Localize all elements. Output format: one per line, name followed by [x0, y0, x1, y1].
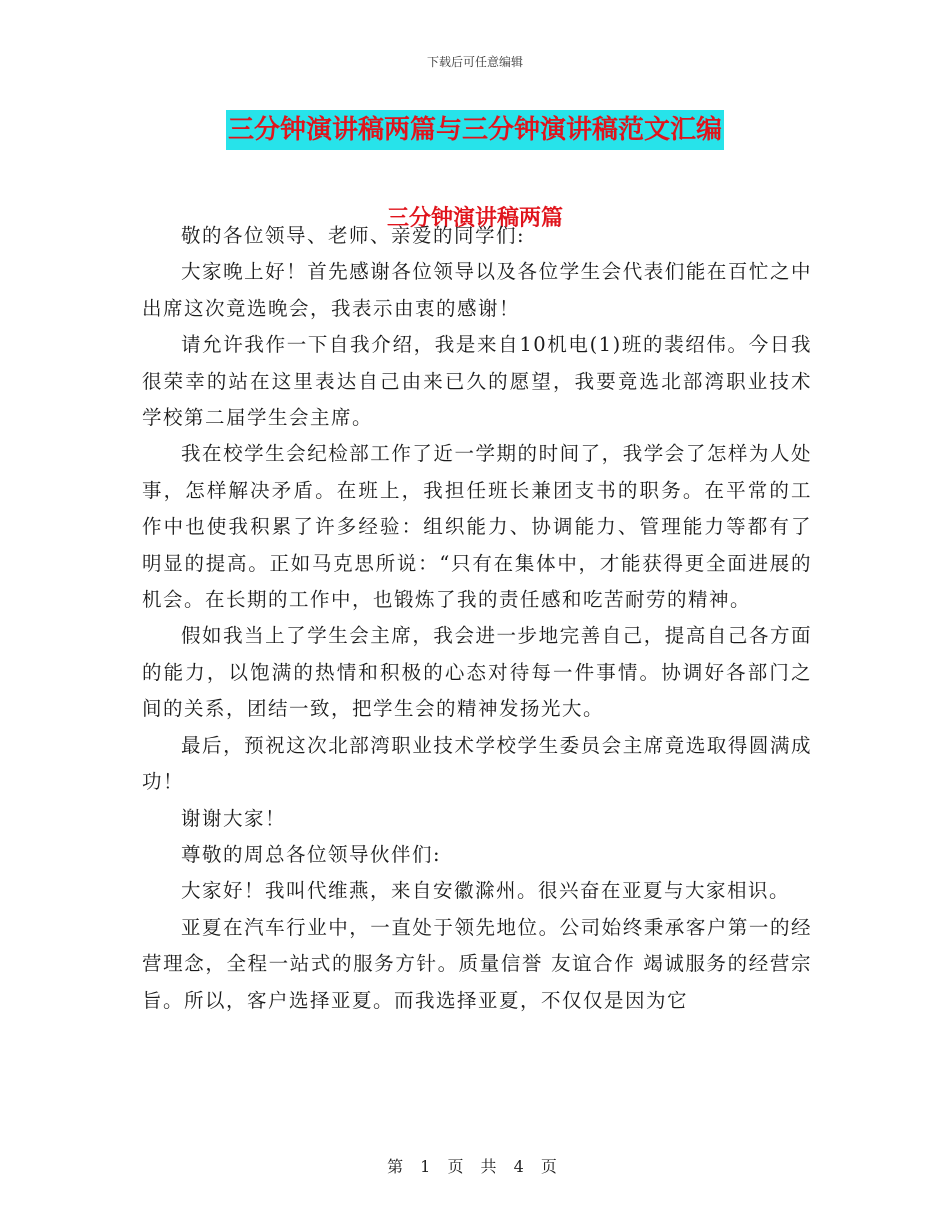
main-title: 三分钟演讲稿两篇与三分钟演讲稿范文汇编 [226, 110, 724, 150]
paragraph: 谢谢大家！ [181, 806, 287, 830]
paragraph: 我在校学生会纪检部工作了近一学期的时间了，我学会了怎样为人处事，怎样解决矛盾。在班上，我担任班长兼团支书的职务。在平常的工作中也使我积累了许多经验：组织能力、协调能力、管理能力等都有了明显的提高。正如马克思所说：“只有在集体中，才能获得更全面进展的机会。在长期的工作中，也锻炼了我的责任感和吃苦耐劳的精神。 [142, 442, 812, 612]
paragraph: 大家好！我叫代维燕，来自安徽滁州。很兴奋在亚夏与大家相识。 [181, 879, 791, 903]
sub-title: 三分钟演讲稿两篇 [386, 206, 563, 231]
body-text [142, 218, 812, 1019]
paragraph: 大家晚上好！首先感谢各位领导以及各位学生会代表们能在百忙之中出席这次竟选晚会，我表示由衷的感谢！ [142, 260, 812, 320]
paragraph: 尊敬的周总各位领导伙伴们: [181, 842, 442, 866]
paragraph: 最后，预祝这次北部湾职业技术学校学生委员会主席竟选取得圆满成功！ [142, 733, 812, 794]
paragraph: 亚夏在汽车行业中，一直处于领先地位。公司始终秉承客户第一的经营理念，全程一站式的服务方针。质量信誉 友谊合作 竭诚服务的经营宗旨。所以，客户选择亚夏。而我选择亚夏，不仅仅是因为它 [142, 915, 812, 1012]
paragraph: 敬的各位领导、老师、亲爱的同学们: [181, 224, 526, 247]
paragraph: 请允许我作一下自我介绍，我是来自10机电(1)班的裴绍伟。今日我很荣幸的站在这里表达自己由来已久的愿望，我要竟选北部湾职业技术学校第二届学生会主席。 [142, 333, 812, 430]
page-footer: 第 1 页 共 4 页 [387, 1157, 563, 1176]
paragraph: 假如我当上了学生会主席，我会进一步地完善自己，提高自己各方面的能力，以饱满的热情和积极的心态对待每一件事情。协调好各部门之间的关系，团结一致，把学生会的精神发扬光大。 [142, 624, 812, 721]
main-title-wrap [0, 110, 950, 150]
header-note: 下载后可任意编辑 [426, 55, 523, 69]
